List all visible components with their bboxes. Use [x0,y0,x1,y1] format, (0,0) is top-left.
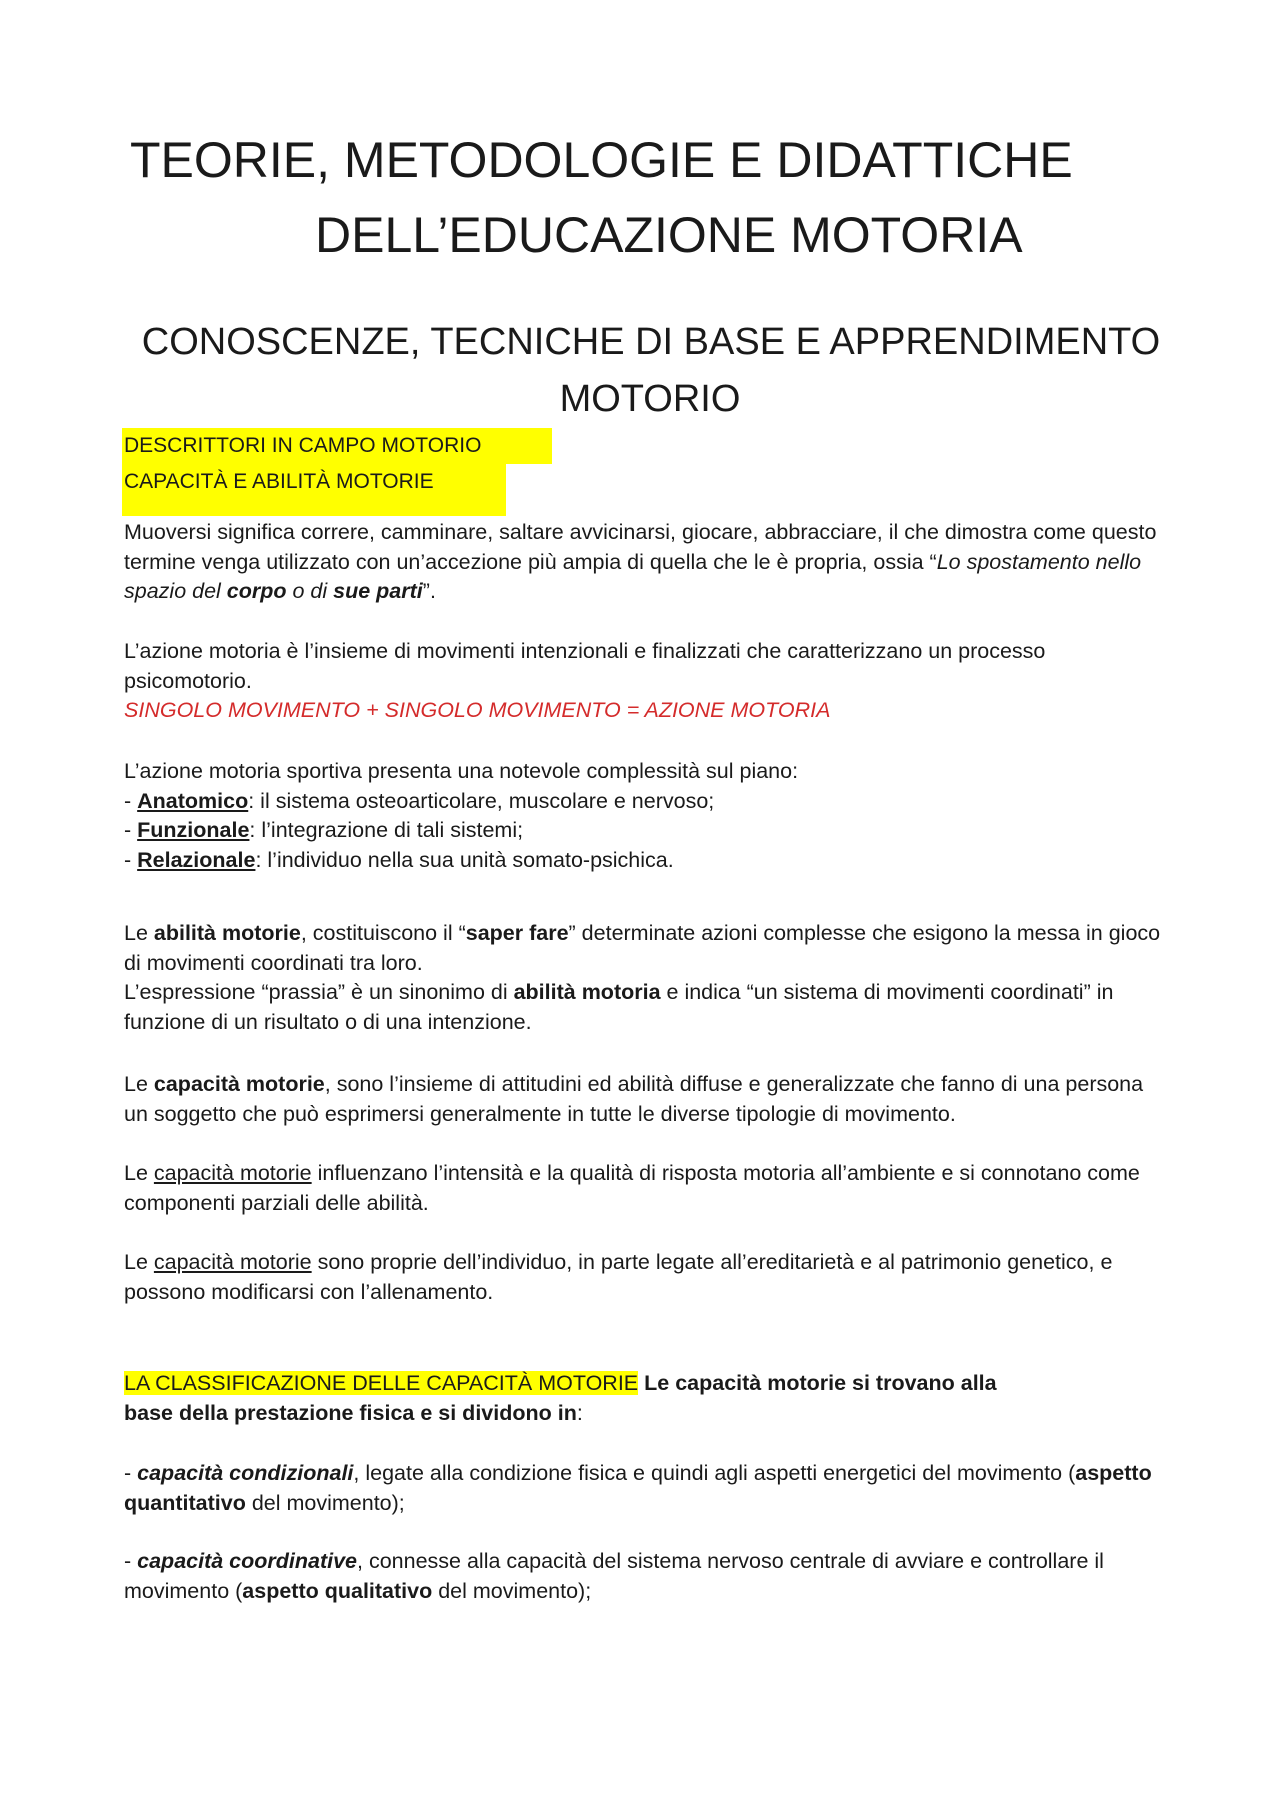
p6-a: Le [124,1161,154,1185]
p5-a: Le [124,1072,154,1096]
list-item [124,816,1164,846]
p6-b: capacità motorie [153,1161,312,1185]
p8-colon: : [576,1400,583,1425]
list-dash: - [124,788,138,813]
p4-c: , costituiscono il “ [300,921,466,945]
p2-red-formula: SINGOLO MOVIMENTO + SINGOLO MOVIMENTO = AZIONE MOTORIA [124,698,831,722]
p1-d: o di [286,579,334,603]
p1-c: corpo [226,579,287,603]
p4-g: abilità motoria [513,980,661,1004]
paragraph-muoversi [124,518,1164,607]
paragraph-capacita-motorie [124,1070,1164,1129]
p10-c: del movimento); [432,1578,592,1603]
p2-text: L’azione motoria è l’insieme di movimenti intenzionali e finalizzati che caratterizzano un processo psicomotorio. [124,639,1046,693]
title-line-2: DELL’EDUCAZIONE MOTORIA [315,207,1023,263]
paragraph-classificazione [124,1369,1024,1428]
highlight-capacita-abilita-text: CAPACITÀ E ABILITÀ MOTORIE [124,470,434,493]
paragraph-abilita-motorie [124,919,1164,1037]
list-rest: : l’individuo nella sua unità somato-psichica. [255,847,674,872]
term-condizionali: capacità condizionali [137,1461,354,1485]
p9-a: , legate alla condizione fisica e quindi agli aspetti energetici del movimento ( [353,1461,1076,1485]
p1-e: sue parti [333,579,423,603]
p4-h: e indica “un sistema di movimenti coordinati” in funzione di un risultato o di una intenzione. [124,980,1114,1034]
p6-c: influenzano l’intensità e la qualità di risposta motoria all’ambiente e si connotano come componenti parziali delle abilità. [124,1161,1140,1215]
title-line-1: TEORIE, METODOLOGIE E DIDATTICHE [130,132,1073,188]
p9-c: del movimento); [245,1490,405,1515]
p1-f: ”. [422,579,436,603]
list-dash: - [124,1549,138,1573]
p1-b: Lo spostamento nello spazio del [124,549,1142,603]
subtitle-line-2: MOTORIO [559,378,741,420]
highlight-descrittori: DESCRITTORI IN CAMPO MOTORIO [122,428,552,464]
term-anatomico: Anatomico [137,788,249,813]
list-rest: : l’integrazione di tali sistemi; [249,818,524,842]
p5-b: capacità motorie [153,1072,325,1096]
paragraph-complessita [124,757,1164,875]
paragraph-capacita-influenzano [124,1159,1164,1218]
highlight-capacita-abilita [122,464,506,516]
term-relazionale: Relazionale [137,847,256,872]
list-rest: : il sistema osteoarticolare, muscolare e nervoso; [248,788,715,813]
p10-a: , connesse alla capacità del sistema nervoso centrale di avviare e controllare il movimento ( [124,1549,1104,1603]
highlight-classificazione: LA CLASSIFICAZIONE DELLE CAPACITÀ MOTORIE [124,1371,639,1395]
list-dash: - [124,847,138,872]
paragraph-azione-motoria [124,637,1164,726]
term-coordinative: capacità coordinative [137,1549,358,1573]
p10-b: aspetto qualitativo [242,1578,433,1603]
p4-b: abilità motorie [153,921,301,945]
p7-c: sono proprie dell’individuo, in parte legate all’ereditarietà e al patrimonio genetico, e possono modificarsi con l’allenamento. [124,1250,1113,1304]
list-dash: - [124,1461,138,1485]
p4-f: L’espressione “prassia” è un sinonimo di [124,980,514,1004]
p4-d: saper fare [465,921,569,945]
p7-b: capacità motorie [153,1250,312,1274]
paragraph-capacita-proprie [124,1248,1164,1307]
list-dash: - [124,818,138,842]
p4-a: Le [124,921,154,945]
list-item-coordinative [124,1547,1164,1606]
p7-a: Le [124,1250,154,1274]
p1-a: Muoversi significa correre, camminare, saltare avvicinarsi, giocare, abbracciare, il che dimostra come questo termine venga utilizzato con un’accezione più ampia di quella che le è propria, ossia “ [124,520,1157,574]
subtitle-line-1: CONOSCENZE, TECNICHE DI BASE E APPRENDIMENTO [141,321,1161,363]
list-item-condizionali [124,1459,1164,1518]
p3-intro: L’azione motoria sportiva presenta una notevole complessità sul piano: [124,759,799,783]
p4-e: ” determinate azioni complesse che esigono la messa in gioco di movimenti coordinati tra loro. [124,921,1161,975]
p8-bold: Le capacità motorie si trovano alla base della prestazione fisica e si dividono in [124,1371,997,1425]
p5-c: , sono l’insieme di attitudini ed abilità diffuse e generalizzate che fanno di una persona un soggetto che può esprimersi generalmente in tutte le diverse tipologie di movimento. [124,1072,1144,1126]
p9-b: aspetto quantitativo [124,1461,1152,1515]
term-funzionale: Funzionale [137,818,250,842]
list-item [124,846,1164,876]
list-item [124,787,1164,817]
